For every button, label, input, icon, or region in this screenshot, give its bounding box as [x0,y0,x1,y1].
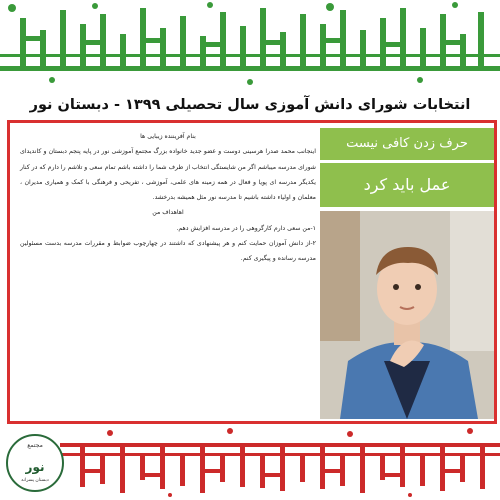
green-kufic-pattern [0,0,500,92]
letter-goals-title: اهاهداف من [152,209,184,217]
top-calligraphy-banner [0,0,500,92]
logo-name: نور [25,460,45,474]
slogan-line-1: حرف زدن کافی نیست [320,128,494,160]
candidate-letter [20,129,316,419]
logo-title: مجتمع [27,442,43,449]
boy-portrait-illustration [320,211,494,419]
candidate-card [7,120,497,424]
candidate-photo [320,211,494,419]
red-kufic-pattern [0,425,500,500]
letter-goal-2: ۲-از دانش آموزان حمایت کنم و هر پیشنهادی که داشتند در چهارچوب ضوابط و مقررات مدرسه بدست مسئولین مدرسه رسانده و پیگیری کنم. [20,240,316,263]
letter-body: اینجانب محمد صدرا هرسینی دوست و عضو جدید خانواده بزرگ مجتمع آموزشی نور در پایه پنجم دبستان و کاندیدای شورای مدرسه میباشم اگر من شایستگی انتخاب از طرف شما را داشته باشم تمام سعی و تلاشم را دارم که در کنار یکدیگر مدرسه ای پویا و فعال در همه زمینه های علمی، آموزشی ، تفریحی و فرهنگی با کمک و همیاری مدیران ، معلمان و اولیاء داشته باشیم تا مدرسه نور مثل همیشه بدرخشد. [20,148,316,202]
bottom-calligraphy-banner [0,425,500,500]
slogan-line-2: عمل باید کرد [320,163,494,207]
election-headline: انتخابات شورای دانش آموزی سال تحصیلی ۱۳۹۹ - دبستان نور [29,97,471,113]
letter-goal-1: ۱-من سعی دارم کارگروهی را در مدرسه افزایش دهم. [176,224,316,232]
logo-subtitle: دبستان پسرانه [21,478,49,483]
letter-salutation: بنام آفریننده زیبایی ها [140,133,196,140]
school-logo [6,434,64,492]
